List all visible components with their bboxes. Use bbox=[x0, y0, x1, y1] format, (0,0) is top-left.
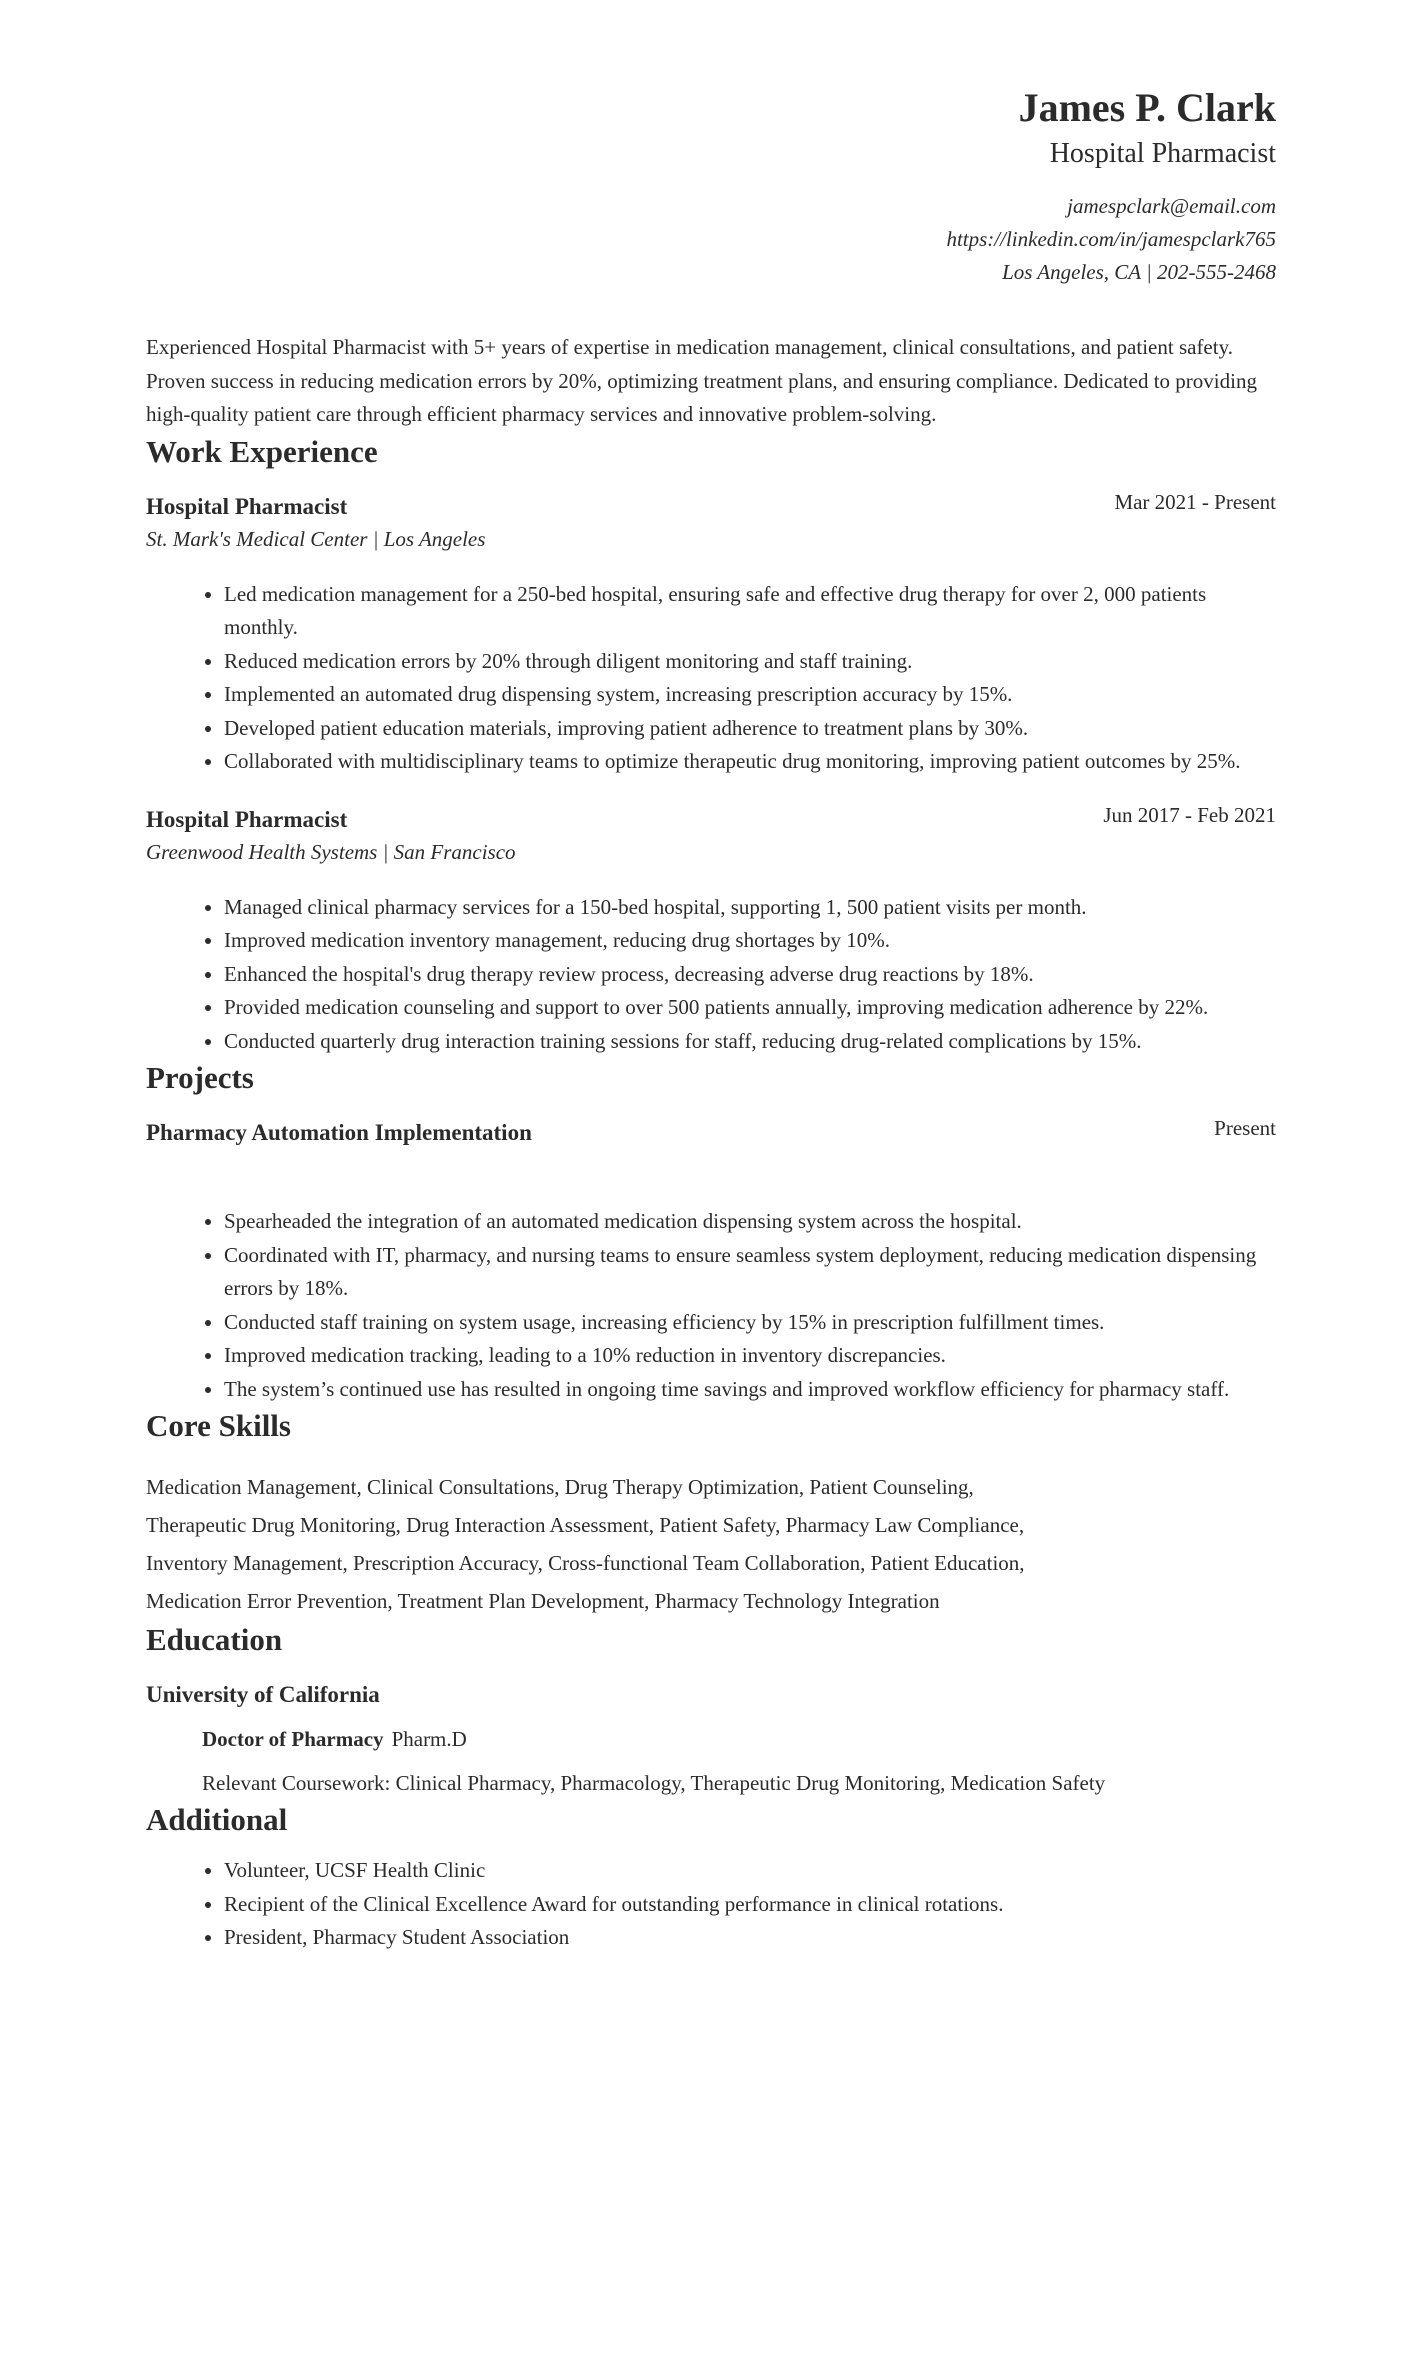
job-dates: Jun 2017 - Feb 2021 bbox=[1103, 802, 1276, 827]
section-heading-skills: Core Skills bbox=[146, 1408, 291, 1443]
section-heading-work: Work Experience bbox=[146, 433, 378, 469]
education-coursework: Relevant Coursework: Clinical Pharmacy, Pharmacology, Therapeutic Drug Monitoring, Medication Safety bbox=[202, 1771, 1106, 1795]
job-header bbox=[146, 803, 1276, 836]
bullet-item: • President, Pharmacy Student Association bbox=[224, 1921, 1276, 1955]
bullet-item: • Collaborated with multidisciplinary teams to optimize therapeutic drug monitoring, improving patient outcomes by 25%. bbox=[224, 745, 1276, 779]
education-degree-line bbox=[202, 1723, 1276, 1756]
job-bullets bbox=[146, 578, 1276, 779]
bullet-item: • Improved medication inventory management, reducing drug shortages by 10%. bbox=[224, 924, 1276, 958]
job-header bbox=[146, 490, 1276, 523]
skills-line: Inventory Management, Prescription Accuracy, Cross-functional Team Collaboration, Patient Education, bbox=[146, 1551, 1025, 1575]
job-organization: Greenwood Health Systems | San Francisco bbox=[146, 839, 516, 864]
resume-content bbox=[146, 84, 1276, 1955]
skills-line: Medication Management, Clinical Consultations, Drug Therapy Optimization, Patient Counseling, bbox=[146, 1475, 974, 1499]
job-bullets bbox=[146, 891, 1276, 1059]
education-degree-abbr: Pharm.D bbox=[391, 1727, 467, 1751]
bullet-item: • Volunteer, UCSF Health Clinic bbox=[224, 1854, 1276, 1888]
contact-info bbox=[146, 190, 1276, 289]
project-bullets bbox=[146, 1205, 1276, 1406]
candidate-title: Hospital Pharmacist bbox=[1049, 138, 1276, 169]
section-heading-projects: Projects bbox=[146, 1060, 254, 1095]
job-title: Hospital Pharmacist bbox=[146, 493, 348, 519]
section-heading-additional: Additional bbox=[146, 1802, 288, 1837]
bullet-item: • Coordinated with IT, pharmacy, and nursing teams to ensure seamless system deployment, reducing medication dispensing errors by 18%. bbox=[224, 1239, 1276, 1306]
skills-line: Medication Error Prevention, Treatment Plan Development, Pharmacy Technology Integration bbox=[146, 1589, 940, 1613]
bullet-item: • Managed clinical pharmacy services for a 150-bed hospital, supporting 1, 500 patient visits per month. bbox=[224, 891, 1276, 925]
contact-location-phone: Los Angeles, CA | 202-555-2468 bbox=[1002, 260, 1276, 284]
contact-linkedin[interactable]: https://linkedin.com/in/jamespclark765 bbox=[946, 227, 1276, 251]
project-dates: Present bbox=[1214, 1116, 1276, 1140]
job-entry bbox=[146, 803, 1276, 1059]
job-title: Hospital Pharmacist bbox=[146, 806, 348, 832]
bullet-item: • Led medication management for a 250-bed hospital, ensuring safe and effective drug therapy for over 2, 000 patients monthly. bbox=[224, 578, 1276, 645]
bullet-item: • Recipient of the Clinical Excellence Award for outstanding performance in clinical rotations. bbox=[224, 1888, 1276, 1922]
bullet-item: • Provided medication counseling and support to over 500 patients annually, improving medication adherence by 22%. bbox=[224, 991, 1276, 1025]
bullet-item: • Improved medication tracking, leading to a 10% reduction in inventory discrepancies. bbox=[224, 1339, 1276, 1373]
skills-line: Therapeutic Drug Monitoring, Drug Interaction Assessment, Patient Safety, Pharmacy Law Compliance, bbox=[146, 1513, 1025, 1537]
bullet-item: • Enhanced the hospital's drug therapy review process, decreasing adverse drug reactions by 18%. bbox=[224, 958, 1276, 992]
contact-email[interactable]: jamespclark@email.com bbox=[1067, 194, 1276, 218]
summary: Experienced Hospital Pharmacist with 5+ years of expertise in medication management, clinical consultations, and patient safety. Proven success in reducing medication errors by 20%, optimizing treatment plans, and ensuring compliance. Dedicated to providing high-quality patient care through efficient pharmacy services and innovative problem-solving. bbox=[146, 335, 1257, 426]
job-dates: Mar 2021 - Present bbox=[1114, 489, 1276, 514]
bullet-item: • The system’s continued use has resulted in ongoing time savings and improved workflow efficiency for pharmacy staff. bbox=[224, 1373, 1276, 1407]
project-title: Pharmacy Automation Implementation bbox=[146, 1120, 532, 1145]
resume-header bbox=[146, 84, 1276, 289]
bullet-item: • Spearheaded the integration of an automated medication dispensing system across the hospital. bbox=[224, 1205, 1276, 1239]
project-header bbox=[146, 1116, 1276, 1149]
project-entry bbox=[146, 1116, 1276, 1406]
section-heading-education: Education bbox=[146, 1622, 283, 1657]
additional-bullets bbox=[146, 1854, 1276, 1955]
education-school: University of California bbox=[146, 1682, 380, 1707]
bullet-item: • Conducted staff training on system usage, increasing efficiency by 15% in prescription fulfillment times. bbox=[224, 1306, 1276, 1340]
candidate-name: James P. Clark bbox=[1018, 85, 1276, 130]
bullet-item: • Reduced medication errors by 20% through diligent monitoring and staff training. bbox=[224, 645, 1276, 679]
bullet-item: • Implemented an automated drug dispensing system, increasing prescription accuracy by 15%. bbox=[224, 678, 1276, 712]
education-degree: Doctor of Pharmacy bbox=[202, 1727, 384, 1751]
bullet-item: • Conducted quarterly drug interaction training sessions for staff, reducing drug-related complications by 15%. bbox=[224, 1025, 1276, 1059]
job-organization: St. Mark's Medical Center | Los Angeles bbox=[146, 526, 486, 551]
job-entry bbox=[146, 490, 1276, 779]
skills-list bbox=[146, 1468, 1276, 1620]
bullet-item: • Developed patient education materials, improving patient adherence to treatment plans by 30%. bbox=[224, 712, 1276, 746]
